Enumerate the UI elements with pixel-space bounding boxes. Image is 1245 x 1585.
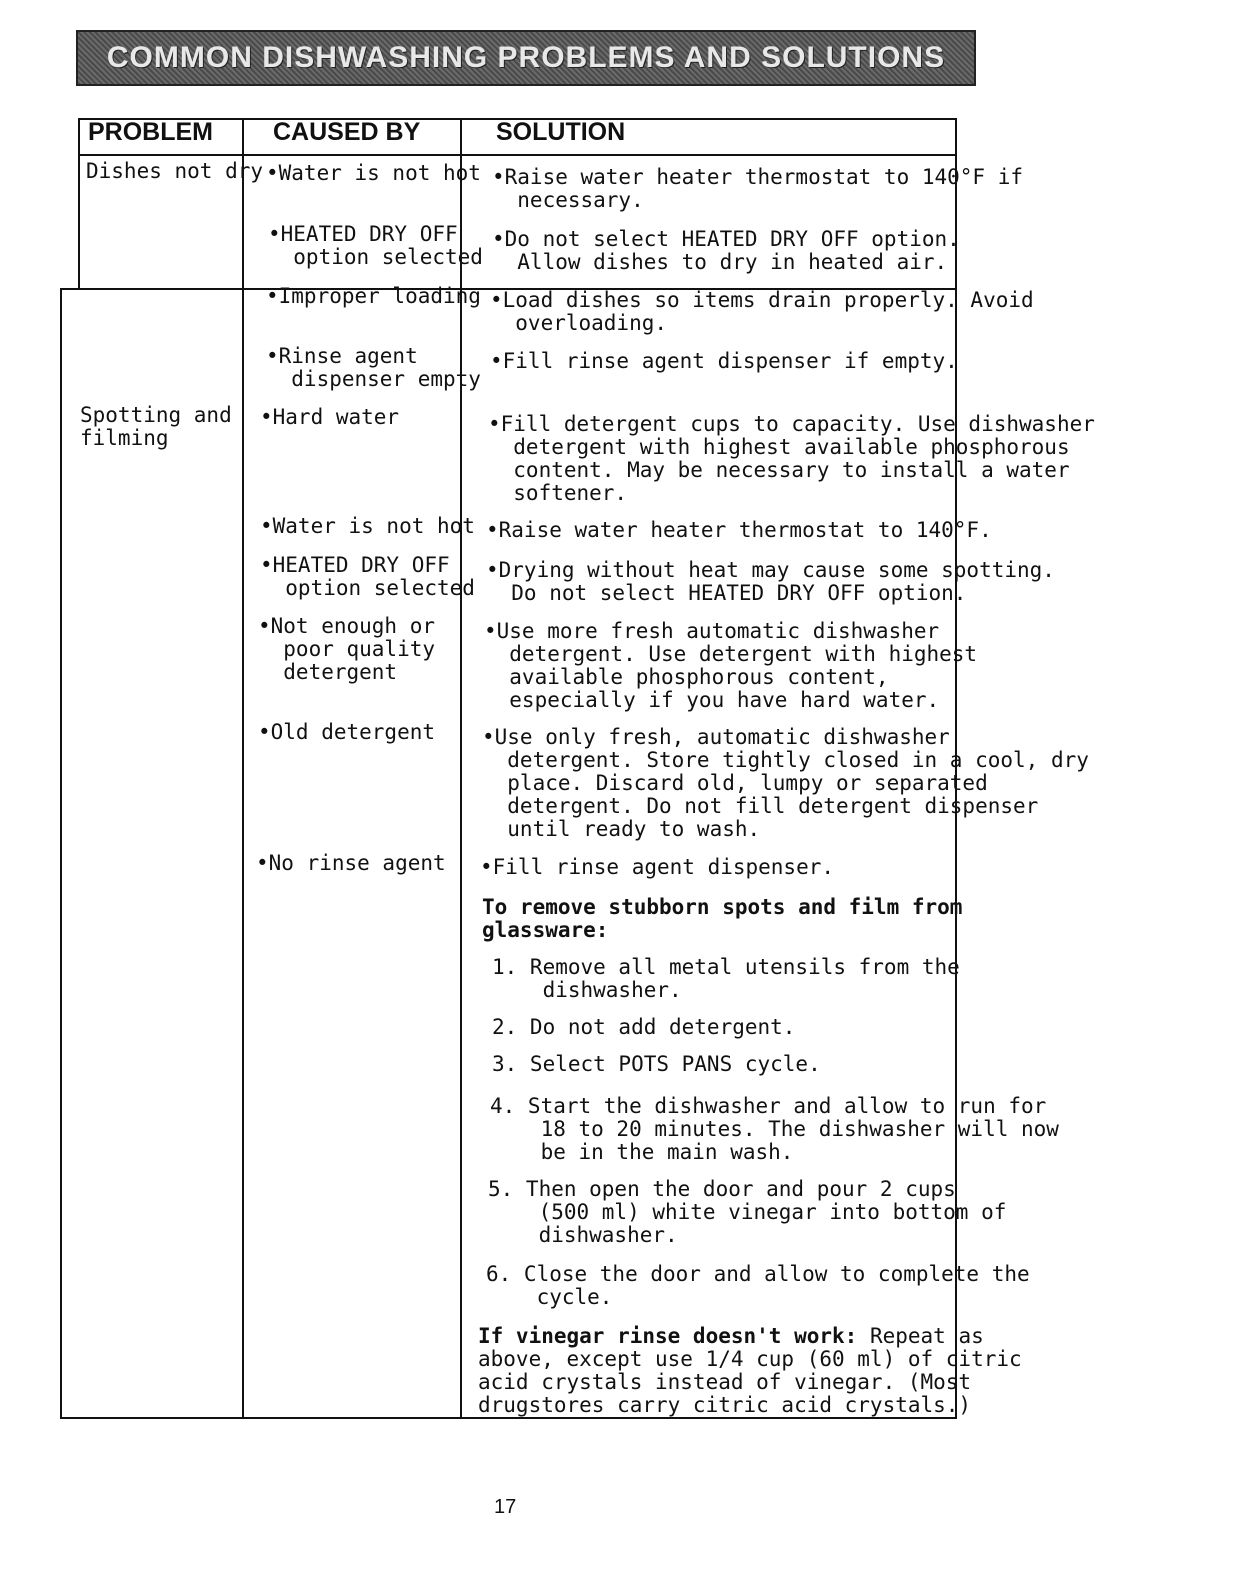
problem-spotting-and-filming: Spotting and filming: [80, 403, 232, 450]
solution-item: •Raise water heater thermostat to 140°F if necessary.: [492, 165, 1024, 212]
step-item: 2. Do not add detergent.: [492, 1015, 796, 1039]
column-divider-2: [460, 118, 462, 1419]
vinegar-note: [478, 1325, 1022, 1417]
solution-item: •Load dishes so items drain properly. Avoid overloading.: [490, 288, 1034, 335]
vinegar-note-label: If vinegar rinse doesn't work:: [478, 1324, 858, 1348]
cause-item: •HEATED DRY OFF option selected: [260, 553, 475, 600]
cause-item: •Rinse agent dispenser empty: [266, 344, 481, 391]
banner-title: COMMON DISHWASHING PROBLEMS AND SOLUTIONS: [106, 41, 946, 74]
cause-item: •Not enough or poor quality detergent: [258, 614, 436, 684]
header-problem: PROBLEM: [88, 118, 213, 146]
page-number: 17: [494, 1496, 517, 1518]
solution-item: •Raise water heater thermostat to 140°F.: [486, 518, 992, 542]
solution-item: •Do not select HEATED DRY OFF option. Allow dishes to dry in heated air.: [492, 227, 960, 274]
cause-item: •Hard water: [260, 405, 400, 429]
table-border-left: [60, 288, 62, 1419]
table-border-left-top: [78, 118, 80, 288]
problem-dishes-not-dry: Dishes not dry: [86, 159, 264, 183]
step-item: 5. Then open the door and pour 2 cups (500 ml) white vinegar into bottom of dishwasher.: [488, 1177, 1007, 1247]
column-divider-1: [242, 118, 244, 1419]
header-solution: SOLUTION: [496, 118, 626, 146]
title-banner: [76, 30, 976, 86]
solution-item: •Use more fresh automatic dishwasher detergent. Use detergent with highest available phosphorous content, especially if you have hard water.: [484, 619, 978, 712]
header-caused-by: CAUSED BY: [273, 118, 421, 146]
solution-item: •Use only fresh, automatic dishwasher detergent. Store tightly closed in a cool, dry place. Discard old, lumpy or separated detergent. Do not fill detergent dispenser until ready to wash.: [482, 725, 1089, 841]
step-item: 6. Close the door and allow to complete the cycle.: [486, 1262, 1030, 1309]
solution-item: •Drying without heat may cause some spotting. Do not select HEATED DRY OFF option.: [486, 558, 1055, 605]
table-border-bottom: [60, 1417, 957, 1419]
vinegar-note-text: Repeat as above, except use 1/4 cup (60 ml) of citric acid crystals instead of vinegar. (Most drugstores carry citric acid crystals.): [478, 1324, 1022, 1417]
solution-item: •Fill rinse agent dispenser if empty.: [490, 349, 958, 373]
header-separator: [78, 154, 957, 156]
cause-item: •No rinse agent: [256, 851, 446, 875]
stubborn-heading: To remove stubborn spots and film from glassware:: [482, 895, 963, 942]
cause-item: •Old detergent: [258, 720, 436, 744]
step-item: 1. Remove all metal utensils from the dishwasher.: [492, 955, 960, 1002]
cause-item: •Water is not hot: [266, 161, 481, 185]
cause-item: •Improper loading: [266, 284, 481, 308]
solution-item: •Fill rinse agent dispenser.: [480, 855, 835, 879]
step-item: 4. Start the dishwasher and allow to run for 18 to 20 minutes. The dishwasher will now be in the main wash.: [490, 1094, 1059, 1164]
problems-table: [60, 104, 1095, 1419]
cause-item: •Water is not hot: [260, 514, 475, 538]
cause-item: •HEATED DRY OFF option selected: [268, 222, 483, 269]
step-item: 3. Select POTS PANS cycle.: [492, 1052, 821, 1076]
solution-item: •Fill detergent cups to capacity. Use dishwasher detergent with highest available phosphorous content. May be necessary to install a water softener.: [488, 412, 1095, 505]
